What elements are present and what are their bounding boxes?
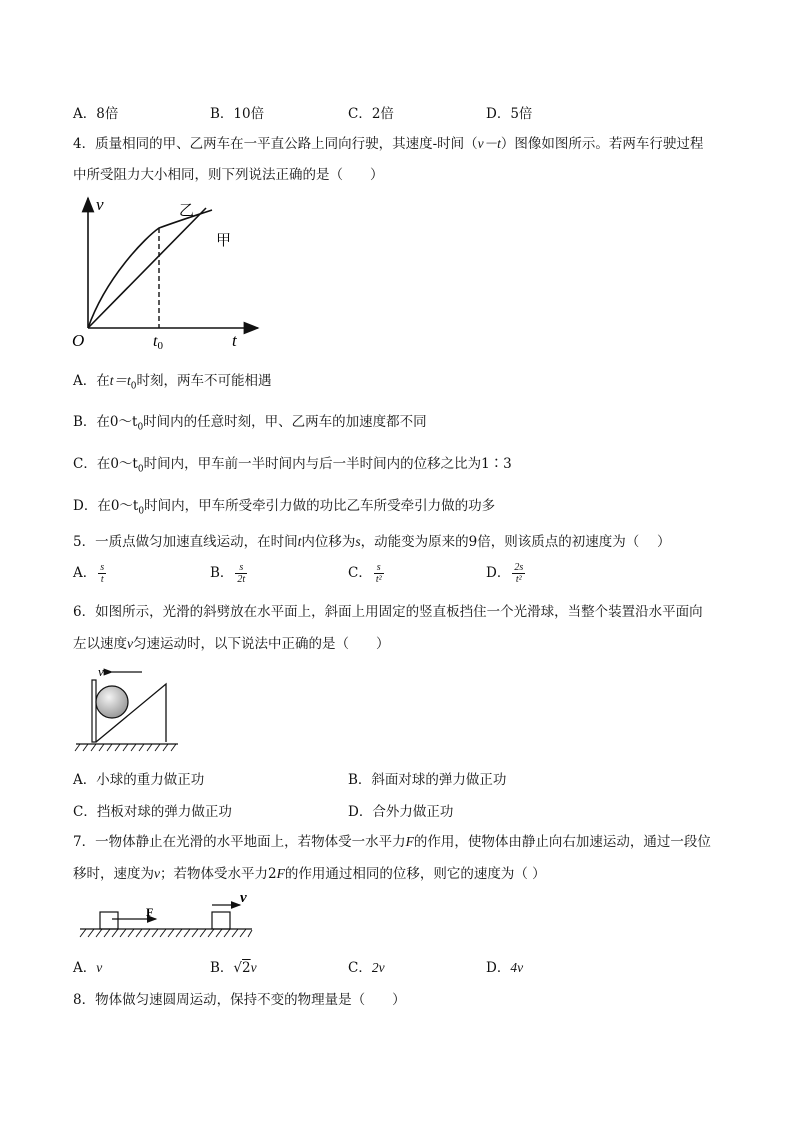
origin-label: O [72,331,85,350]
t0-label: t0 [153,333,163,352]
q3-option-b: B．10倍 [210,106,265,122]
q7-block-start [100,912,118,929]
t-axis-label: t [232,331,237,350]
q8-stem: 8．物体做匀速圆周运动，保持不变的物理量是（ ） [73,992,406,1008]
q6-option-b: B．斜面对球的弹力做正功 [348,772,507,788]
q6-ball [96,686,128,718]
q5-option-d: D． $\frac{2s}{\text{t²}}$ [486,562,524,585]
line-yi [88,208,206,328]
q6-option-a: A．小球的重力做正功 [73,772,205,788]
yi-label: 乙 [179,203,195,219]
q7-velocity-label: v [240,890,247,906]
q5-stem: 5．一质点做匀加速直线运动，在时间t内位移为s，动能变为原来的9倍，则该质点的初速度为（ ） [73,534,671,550]
q6-option-d: D．合外力做正功 [348,804,454,820]
q7-block-end [212,912,230,929]
q4-option-d: D．在$0\sim t_0$时间内，甲车所受牵引力做的功比乙车所受牵引力做的功多 [73,498,496,517]
q4-option-a: A．在$t=t_0$时刻，两车不可能相遇 [73,373,272,392]
q4-vt-graph [66,192,276,352]
q5-option-c: C． $\frac{s}{\text{t²}}$ [348,562,382,585]
q7-stem: 7．一物体静止在光滑的水平地面上，若物体受一水平力F的作用，使物体由静止向右加速运动，通过一段位移时，速度为v；若物体受水平力2F的作用通过相同的位移，则它的速度为（ ） [73,834,711,882]
q3-option-d: D．5倍 [486,106,533,122]
q7-option-a: A．v [73,960,103,976]
q6-option-c: C．挡板对球的弹力做正功 [73,804,232,820]
q4-stem: 4．质量相同的甲、乙两车在一平直公路上同向行驶，其速度-时间（v－t）图像如图所示。若两车行驶过程中所受阻力大小相同，则下列说法正确的是（ ） [73,136,704,183]
q7-block-figure [76,888,266,944]
jia-label: 甲 [216,233,232,249]
q5-option-b: B． $\frac{s}{2t}$ [210,562,246,585]
curve-jia [88,210,212,328]
q4-option-c: C．在$0\sim t_0$时间内，甲车前一半时间内与后一半时间内的位移之比为1∶3 [73,456,512,475]
v-axis-label: v [96,195,104,214]
q7-option-c: C．2v [348,960,385,976]
q7-option-b: B．√2v [210,960,257,976]
q4-option-b: B．在$0\sim t_0$时间内的任意时刻，甲、乙两车的加速度都不同 [73,414,427,433]
q6-stem: 6．如图所示，光滑的斜劈放在水平面上，斜面上用固定的竖直板挡住一个光滑球，当整个装置沿水平面向左以速度v匀速运动时，以下说法中正确的是（ ） [73,604,703,652]
q7-option-d: D．4v [486,960,524,976]
q5-option-a: A． $\frac{s}{t}$ [73,562,105,585]
q7-force-label: F [146,905,154,919]
q6-incline-figure [74,662,184,754]
q6-v-label: v [98,664,104,679]
q6-vertical-board [92,680,96,742]
q3-option-c: C．2倍 [348,106,394,122]
q3-option-a: A．8倍 [73,106,119,122]
q7-ground-hatch [80,929,252,937]
q6-ground-hatch [75,744,176,751]
